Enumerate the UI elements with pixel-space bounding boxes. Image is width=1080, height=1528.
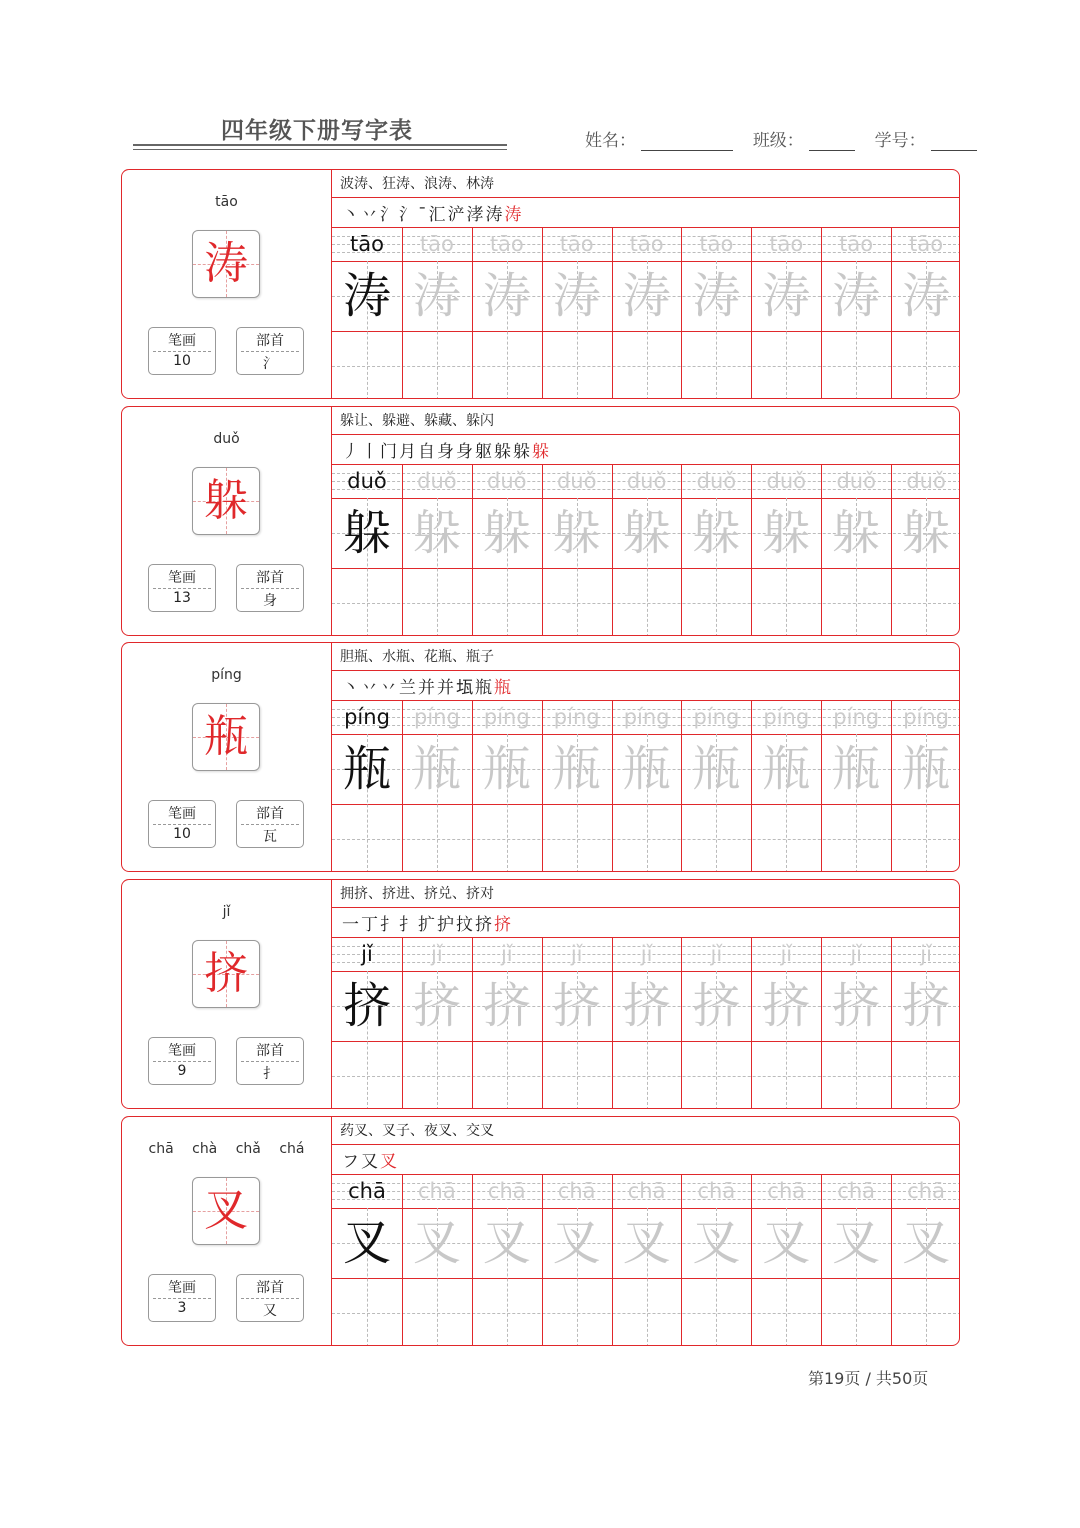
trace-char[interactable]: 涛 xyxy=(622,268,671,324)
target-char: 叉 xyxy=(204,1185,248,1236)
grid-pinyin: píng xyxy=(553,705,600,729)
grid-pinyin: tāo xyxy=(909,232,944,256)
pinyin: tāo xyxy=(215,194,238,210)
practice-grid xyxy=(332,227,960,399)
target-char: 躲 xyxy=(204,475,248,526)
trace-char[interactable]: 躲 xyxy=(552,505,601,561)
grid-pinyin: píng xyxy=(763,705,810,729)
trace-char[interactable]: 挤 xyxy=(622,978,671,1034)
target-char: 瓶 xyxy=(204,711,248,762)
header xyxy=(133,108,957,154)
stroke-order xyxy=(342,673,513,698)
stroke-count-label: 笔画 xyxy=(168,333,196,349)
stroke-step: 丨 xyxy=(361,442,380,462)
trace-char[interactable]: 挤 xyxy=(552,978,601,1034)
grid-pinyin: tāo xyxy=(350,232,384,256)
stroke-step: フ xyxy=(342,1152,361,1172)
trace-char[interactable]: 涛 xyxy=(482,268,531,324)
trace-char[interactable]: 瓶 xyxy=(692,741,741,797)
radical-label: 部首 xyxy=(256,570,284,586)
grid-pinyin: duǒ xyxy=(766,469,807,493)
char-info-panel xyxy=(122,407,332,635)
stroke-step: 月 xyxy=(399,442,418,462)
trace-char[interactable]: 瓶 xyxy=(762,741,811,797)
char-box xyxy=(192,940,260,1008)
radical: 瓦 xyxy=(263,829,277,845)
stroke-step: 身 xyxy=(456,442,475,462)
grid-pinyin: tāo xyxy=(839,232,874,256)
stroke-step: 门 xyxy=(380,442,399,462)
trace-char[interactable]: 挤 xyxy=(762,978,811,1034)
char-card xyxy=(121,879,960,1109)
grid-pinyin: jǐ xyxy=(570,942,583,966)
stroke-count-box xyxy=(148,800,216,848)
stroke-step: 自 xyxy=(418,442,437,462)
trace-char[interactable]: 涛 xyxy=(762,268,811,324)
stroke-step: 又 xyxy=(361,1152,380,1172)
radical-label: 部首 xyxy=(256,1280,284,1296)
model-char: 叉 xyxy=(342,1215,391,1271)
radical-box xyxy=(236,327,304,375)
trace-char[interactable]: 躲 xyxy=(692,505,741,561)
grid-pinyin: chā xyxy=(627,1179,666,1203)
stroke-step: 丁 xyxy=(361,915,380,935)
example-words: 拥挤、挤进、挤兑、挤对 xyxy=(340,886,494,902)
trace-char[interactable]: 叉 xyxy=(762,1215,811,1271)
stroke-order xyxy=(342,437,551,462)
char-box xyxy=(192,230,260,298)
grid-pinyin: tāo xyxy=(489,232,524,256)
trace-char[interactable]: 叉 xyxy=(622,1215,671,1271)
grid-pinyin: chā xyxy=(418,1179,456,1203)
stroke-count-box xyxy=(148,327,216,375)
radical-box xyxy=(236,564,304,612)
stroke-step: 丶 xyxy=(342,678,361,698)
grid-pinyin: jǐ xyxy=(780,942,793,966)
trace-char[interactable]: 躲 xyxy=(832,505,881,561)
radical-box xyxy=(236,800,304,848)
pinyin: duǒ xyxy=(213,431,240,447)
stroke-step: 丷 xyxy=(380,678,399,698)
trace-char[interactable]: 躲 xyxy=(482,505,531,561)
trace-char[interactable]: 挤 xyxy=(692,978,741,1034)
stroke-step: 兰 xyxy=(399,678,418,698)
grid-pinyin: jǐ xyxy=(431,942,443,966)
radical: 扌 xyxy=(263,1066,277,1082)
grid-pinyin: duǒ xyxy=(347,469,387,493)
stroke-order xyxy=(342,200,524,225)
stroke-step: 扩 xyxy=(418,915,437,935)
char-box xyxy=(192,703,260,771)
grid-pinyin: jǐ xyxy=(361,942,373,966)
grid-pinyin: chā xyxy=(487,1179,526,1203)
trace-char[interactable]: 涛 xyxy=(832,268,881,324)
stroke-step: 丶 xyxy=(342,205,361,225)
char-box xyxy=(192,1177,260,1245)
practice-grid xyxy=(332,464,960,636)
student-info-fields xyxy=(585,126,977,151)
page-number: 第19页 / 共50页 xyxy=(808,1369,929,1388)
stroke-count: 3 xyxy=(177,1300,187,1316)
grid-pinyin: duǒ xyxy=(487,469,527,493)
trace-char[interactable]: 挤 xyxy=(832,978,881,1034)
name-label: 姓名： xyxy=(585,131,636,151)
stroke-count: 10 xyxy=(173,826,191,842)
page-title: 四年级下册写字表 xyxy=(221,118,413,144)
grid-pinyin: jǐ xyxy=(850,942,863,966)
trace-char[interactable]: 瓶 xyxy=(482,741,531,797)
grid-pinyin: jǐ xyxy=(710,942,723,966)
char-info-panel xyxy=(122,170,332,398)
radical: 又 xyxy=(263,1303,277,1319)
trace-char[interactable]: 叉 xyxy=(482,1215,531,1271)
trace-char[interactable]: 挤 xyxy=(902,978,951,1034)
char-info-panel xyxy=(122,880,332,1108)
stroke-step: 一 xyxy=(342,915,361,935)
trace-char[interactable]: 涛 xyxy=(552,268,601,324)
char-card xyxy=(121,169,960,399)
trace-char[interactable]: 叉 xyxy=(832,1215,881,1271)
model-char: 涛 xyxy=(342,268,391,324)
id-field[interactable] xyxy=(931,132,977,151)
grid-pinyin: tāo xyxy=(699,232,734,256)
grid-pinyin: jǐ xyxy=(500,942,513,966)
trace-char[interactable]: 叉 xyxy=(902,1215,951,1271)
stroke-step: 扌 xyxy=(380,915,399,935)
stroke-step: 涛 xyxy=(485,205,505,225)
radical: 氵 xyxy=(263,356,277,372)
id-label: 学号： xyxy=(874,131,926,151)
stroke-order xyxy=(342,910,513,935)
trace-char[interactable]: 涛 xyxy=(902,268,951,324)
trace-char[interactable]: 涛 xyxy=(412,268,461,324)
practice-panel xyxy=(332,1117,959,1345)
trace-char[interactable]: 挤 xyxy=(482,978,531,1034)
trace-char[interactable]: 瓶 xyxy=(832,741,881,797)
stroke-step: 躲 xyxy=(494,442,513,462)
stroke-count-box xyxy=(148,1274,216,1322)
stroke-step: 涛 xyxy=(504,205,524,225)
practice-grid xyxy=(332,937,960,1109)
trace-char[interactable]: 瓶 xyxy=(902,741,951,797)
target-char: 挤 xyxy=(204,948,248,999)
grid-pinyin: duǒ xyxy=(626,469,667,493)
practice-panel xyxy=(332,643,959,871)
class-field[interactable] xyxy=(809,132,855,151)
trace-char[interactable]: 躲 xyxy=(622,505,671,561)
grid-pinyin: chā xyxy=(907,1179,945,1203)
trace-char[interactable]: 叉 xyxy=(692,1215,741,1271)
stroke-count: 13 xyxy=(173,590,191,606)
stroke-step: 护 xyxy=(437,915,456,935)
trace-char[interactable]: 叉 xyxy=(552,1215,601,1271)
char-card xyxy=(121,1116,960,1346)
stroke-count-label: 笔画 xyxy=(168,806,196,822)
stroke-step: 躲 xyxy=(513,442,532,462)
grid-pinyin: chā xyxy=(348,1179,386,1203)
stroke-count-box xyxy=(148,564,216,612)
grid-pinyin: chā xyxy=(767,1179,806,1203)
grid-pinyin: duǒ xyxy=(417,469,457,493)
stroke-step: 并 xyxy=(437,678,456,698)
char-card xyxy=(121,642,960,872)
stroke-step: 抆 xyxy=(456,915,475,935)
grid-pinyin: tāo xyxy=(419,232,454,256)
model-char: 挤 xyxy=(342,978,391,1034)
grid-pinyin: píng xyxy=(903,705,949,729)
stroke-step: 身 xyxy=(437,442,456,462)
example-words: 躲让、躲避、躲藏、躲闪 xyxy=(340,413,494,429)
grid-pinyin: píng xyxy=(413,705,460,729)
model-char: 躲 xyxy=(342,505,391,561)
grid-pinyin: píng xyxy=(693,705,740,729)
stroke-step: 挤 xyxy=(494,915,513,935)
radical-box xyxy=(236,1037,304,1085)
stroke-step: 躲 xyxy=(532,442,551,462)
trace-char[interactable]: 躲 xyxy=(762,505,811,561)
stroke-step: 汇 xyxy=(428,205,448,225)
stroke-step: 涍 xyxy=(466,205,486,225)
radical-box xyxy=(236,1274,304,1322)
trace-char[interactable]: 瓶 xyxy=(412,741,461,797)
trace-char[interactable]: 瓶 xyxy=(622,741,671,797)
grid-pinyin: píng xyxy=(833,705,880,729)
stroke-step: 挤 xyxy=(475,915,494,935)
practice-grid xyxy=(332,1174,960,1346)
grid-pinyin: duǒ xyxy=(836,469,876,493)
practice-panel xyxy=(332,880,959,1108)
grid-pinyin: tāo xyxy=(769,232,804,256)
title-underline xyxy=(133,144,507,146)
trace-char[interactable]: 叉 xyxy=(412,1215,461,1271)
trace-char[interactable]: 瓶 xyxy=(552,741,601,797)
trace-char[interactable]: 躲 xyxy=(902,505,951,561)
grid-pinyin: duǒ xyxy=(906,469,946,493)
trace-char[interactable]: 挤 xyxy=(412,978,461,1034)
char-info-panel xyxy=(122,643,332,871)
practice-panel xyxy=(332,170,959,398)
stroke-count: 9 xyxy=(177,1063,187,1079)
stroke-step: 丷 xyxy=(361,678,380,698)
grid-pinyin: tāo xyxy=(629,232,664,256)
pinyin: jǐ xyxy=(222,904,231,920)
grid-pinyin: píng xyxy=(344,705,390,729)
radical-label: 部首 xyxy=(256,806,284,822)
char-box xyxy=(192,467,260,535)
grid-pinyin: chā xyxy=(837,1179,876,1203)
stroke-step: 瓶 xyxy=(475,678,494,698)
grid-pinyin: píng xyxy=(623,705,670,729)
char-info-panel xyxy=(122,1117,332,1345)
stroke-step: 瓶 xyxy=(494,678,513,698)
grid-pinyin: tāo xyxy=(559,232,594,256)
grid-pinyin: píng xyxy=(483,705,530,729)
name-field[interactable] xyxy=(641,132,733,151)
pinyin: píng xyxy=(211,667,242,683)
grid-pinyin: jǐ xyxy=(920,942,932,966)
grid-pinyin: duǒ xyxy=(556,469,597,493)
stroke-count-label: 笔画 xyxy=(168,1280,196,1296)
pinyin: chā chà chǎ chá xyxy=(148,1141,305,1157)
stroke-step: 丿 xyxy=(342,442,361,462)
stroke-count: 10 xyxy=(173,353,191,369)
example-words: 药叉、叉子、夜叉、交叉 xyxy=(340,1123,494,1139)
stroke-count-label: 笔画 xyxy=(168,1043,196,1059)
grid-pinyin: jǐ xyxy=(640,942,653,966)
practice-grid xyxy=(332,700,960,872)
target-char: 涛 xyxy=(204,238,248,289)
class-label: 班级： xyxy=(752,131,804,151)
radical: 身 xyxy=(263,593,277,609)
practice-panel xyxy=(332,407,959,635)
stroke-step: 并 xyxy=(418,678,437,698)
stroke-step: 躯 xyxy=(475,442,494,462)
example-words: 胆瓶、水瓶、花瓶、瓶子 xyxy=(340,649,494,665)
stroke-step: 浐 xyxy=(447,205,467,225)
trace-char[interactable]: 涛 xyxy=(692,268,741,324)
stroke-step: 氵 xyxy=(380,205,399,225)
stroke-step: 丷 xyxy=(361,205,380,225)
title-underline-thin xyxy=(133,149,507,150)
radical-label: 部首 xyxy=(256,1043,284,1059)
grid-pinyin: chā xyxy=(697,1179,736,1203)
radical-label: 部首 xyxy=(256,333,284,349)
model-char: 瓶 xyxy=(342,741,391,797)
grid-pinyin: chā xyxy=(557,1179,596,1203)
example-words: 波涛、狂涛、浪涛、林涛 xyxy=(340,176,494,192)
char-card xyxy=(121,406,960,636)
trace-char[interactable]: 躲 xyxy=(412,505,461,561)
stroke-step: 𤬪 xyxy=(456,678,475,698)
stroke-order xyxy=(342,1147,399,1172)
stroke-step: 扌 xyxy=(399,915,418,935)
stroke-step: 叉 xyxy=(380,1152,399,1172)
grid-pinyin: duǒ xyxy=(696,469,737,493)
stroke-count-label: 笔画 xyxy=(168,570,196,586)
stroke-step: 氵ˉ xyxy=(399,205,429,225)
stroke-count-box xyxy=(148,1037,216,1085)
